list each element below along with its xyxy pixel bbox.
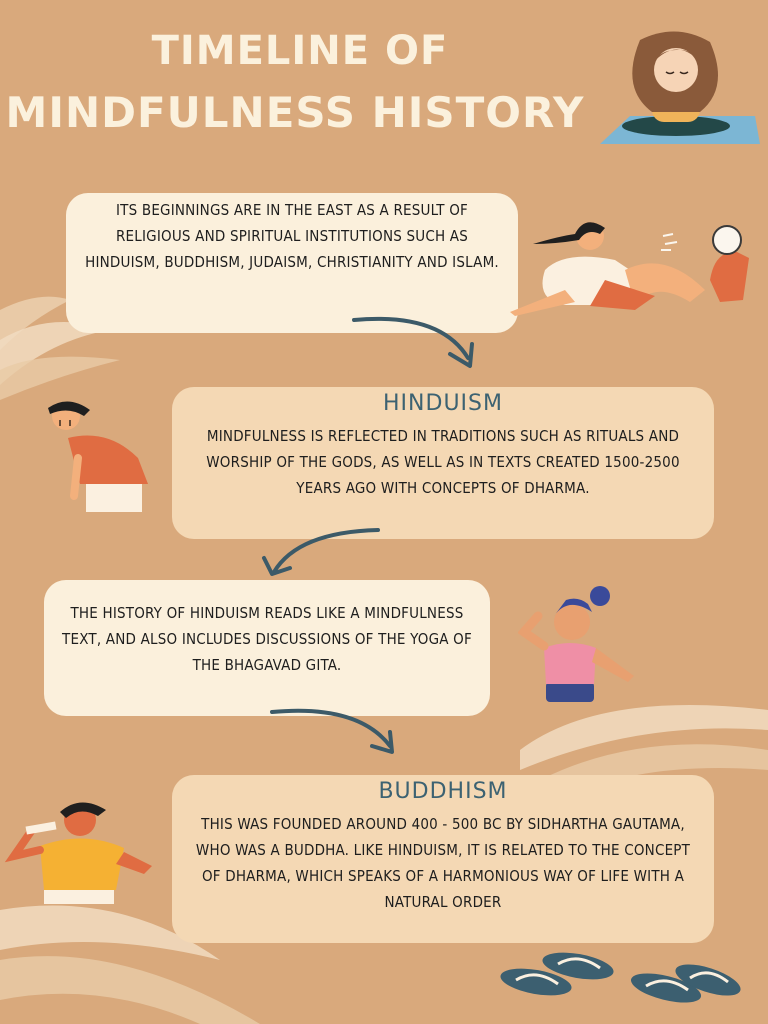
hinduism-text: MINDFULNESS IS REFLECTED IN TRADITIONS SUCH AS RITUALS AND WORSHIP OF THE GODS, AS WELL AS IN TEXTS CREATED 1500-2500 YEARS AGO WITH CONCEPTS OF DHARMA. (206, 427, 680, 497)
meditating-woman-illustration (590, 28, 760, 148)
crying-man-illustration (38, 398, 153, 513)
hinduism-textbox (172, 387, 714, 539)
page-title-line-2: MINDFULNESS HISTORY (5, 88, 585, 137)
arrow-3 (268, 704, 402, 756)
page-title-line-1: TIMELINE OF (151, 28, 449, 74)
buddhism-textbox (172, 775, 714, 943)
hinduism-history-textbox (44, 580, 490, 716)
arrow-1 (350, 312, 480, 372)
thinking-woman-illustration (518, 586, 648, 706)
hinduism-history-text: THE HISTORY OF HINDUISM READS LIKE A MINDFULNESS TEXT, AND ALSO INCLUDES DISCUSSIONS OF THE YOGA OF THE BHAGAVAD GITA. (62, 604, 472, 674)
buddhism-heading: BUDDHISM (378, 779, 508, 804)
man-drinking-illustration (4, 800, 156, 905)
flip-flops-illustration (496, 950, 746, 1010)
hinduism-heading: HINDUISM (383, 391, 503, 416)
reclining-woman-illustration (505, 210, 765, 320)
buddhism-text: THIS WAS FOUNDED AROUND 400 - 500 BC BY SIDHARTHA GAUTAMA, WHO WAS A BUDDHA. LIKE HINDUISM, IT IS RELATED TO THE CONCEPT OF DHARMA, WHICH SPEAKS OF A HARMONIOUS WAY OF LIFE WITH A NATURAL ORDER (195, 815, 691, 911)
arrow-2 (258, 524, 388, 580)
intro-text: ITS BEGINNINGS ARE IN THE EAST AS A RESULT OF RELIGIOUS AND SPIRITUAL INSTITUTIONS SUCH AS HINDUISM, BUDDHISM, JUDAISM, CHRISTIANITY AND ISLAM. (85, 201, 499, 271)
